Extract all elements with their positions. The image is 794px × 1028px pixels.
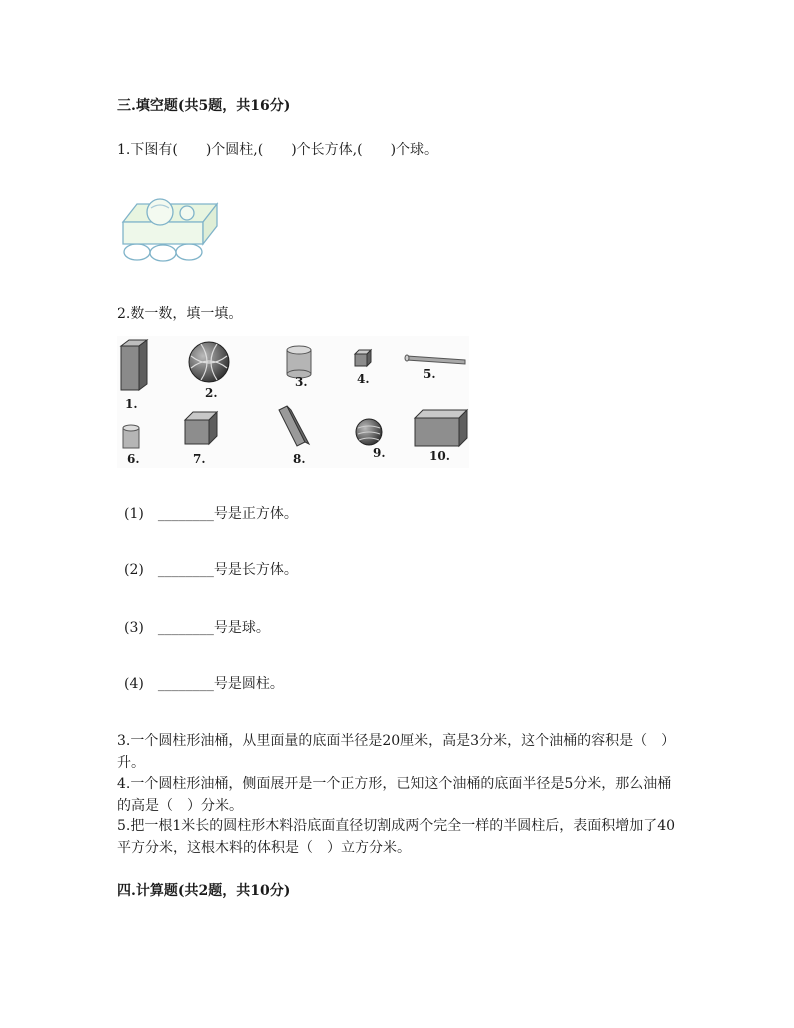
solid-10-cuboid <box>415 410 467 446</box>
question-3-text: 3.一个圆柱形油桶，从里面量的底面半径是20厘米，高是3分米，这个油桶的容积是（ ）升。 <box>117 733 676 771</box>
q2-solids-figure <box>117 336 469 468</box>
solid-label-5: 5. <box>423 367 436 381</box>
section-heading-3: 三.填空题(共5题，共16分) <box>117 98 291 114</box>
solid-3-cylinder <box>287 346 311 378</box>
q2-sub-2: (2) ________号是长方体。 <box>124 562 298 578</box>
q2-sub-4: (4) ________号是圆柱。 <box>124 676 284 692</box>
cylinder-shape <box>150 245 176 261</box>
section-heading-4: 四.计算题(共2题，共10分) <box>117 883 291 899</box>
solid-4-cube <box>355 350 371 366</box>
solid-6-cylinder <box>123 425 139 448</box>
sphere-small <box>180 206 194 220</box>
q2-sub-3: (3) ________号是球。 <box>124 620 270 636</box>
solid-label-4: 4. <box>357 372 370 386</box>
solid-7-cube <box>185 412 217 444</box>
q1-solids-figure <box>115 192 225 264</box>
solid-label-3: 3. <box>295 375 308 389</box>
cylinder-shape <box>124 244 150 260</box>
question-2-text: 2.数一数，填一填。 <box>117 306 243 322</box>
solid-label-9: 9. <box>373 446 386 460</box>
solid-5-rod <box>405 355 465 364</box>
sphere-large <box>147 199 173 225</box>
solid-8-cuboid <box>279 406 309 446</box>
question-4-text: 4.一个圆柱形油桶，侧面展开是一个正方形，已知这个油桶的底面半径是5分米，那么油桶的高是（ ）分米。 <box>117 776 672 814</box>
solid-label-6: 6. <box>127 452 140 466</box>
cylinder-shape <box>176 244 202 260</box>
solid-label-1: 1. <box>125 397 138 411</box>
solid-2-sphere <box>189 342 229 382</box>
question-5-text: 5.把一根1米长的圆柱形木料沿底面直径切割成两个完全一样的半圆柱后，表面积增加了40平方分米，这根木料的体积是（ ）立方分米。 <box>117 818 676 856</box>
question-1-text: 1.下图有( )个圆柱,( )个长方体,( )个球。 <box>117 142 439 158</box>
solid-9-sphere <box>356 419 382 445</box>
solid-1-cuboid <box>121 340 147 390</box>
q2-sub-1: (1) ________号是正方体。 <box>124 506 298 522</box>
solid-label-7: 7. <box>193 452 206 466</box>
solid-label-2: 2. <box>205 386 218 400</box>
solid-label-8: 8. <box>293 452 306 466</box>
solid-label-10: 10. <box>429 449 450 463</box>
